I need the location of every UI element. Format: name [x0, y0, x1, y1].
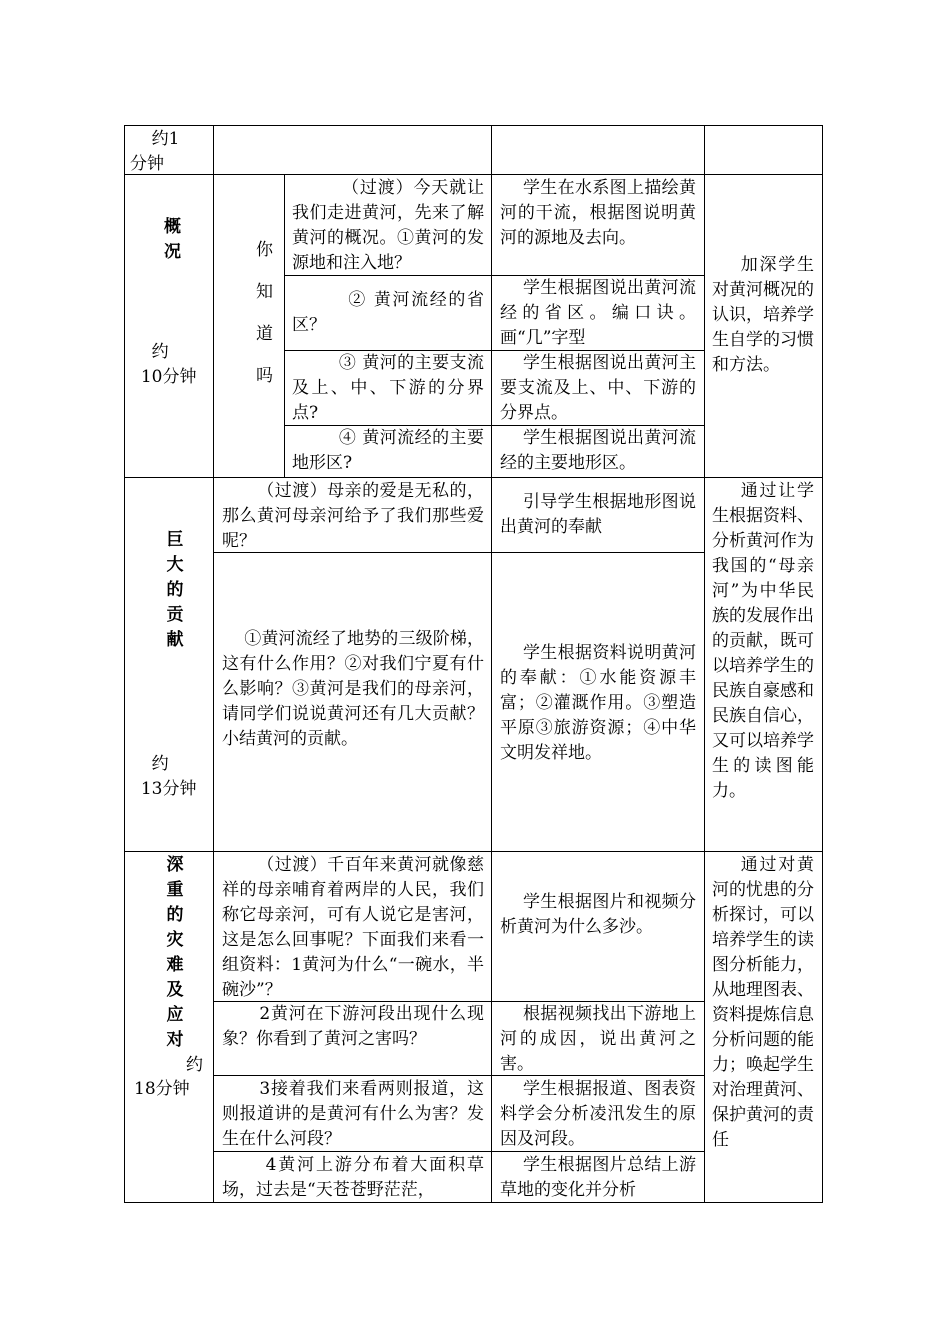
heading-char: 重 [166, 880, 184, 900]
disaster-time-label: 约 [186, 1055, 203, 1075]
disaster-time: 18分钟 [134, 1079, 190, 1099]
heading-char: 灾 [166, 930, 184, 950]
contribution-heading [163, 528, 187, 653]
disaster-teacher-4: 4黄河上游分布着大面积草场，过去是“天苍苍野茫茫， [222, 1155, 484, 1200]
row-divider [124, 477, 823, 478]
contribution-teacher-2: ①黄河流经了地势的三级阶梯，这有什么作用？②对我们宁夏有什么影响？③黄河是我们的母亲河，请同学们说说黄河还有几大贡献？小结黄河的贡献。 [222, 629, 485, 749]
disaster-teacher-3: 3接着我们来看两则报道，这则报道讲的是黄河有什么为害？发生在什么河段？ [222, 1079, 484, 1149]
disaster-student-4: 学生根据图片总结上游草地的变化并分析 [500, 1155, 696, 1200]
heading-char: 巨 [166, 530, 184, 550]
overview-teacher-1: （过渡）今天就让我们走进黄河，先来了解黄河的概况。①黄河的发源地和注入地？ [292, 178, 485, 273]
overview-student-2: 学生根据图说出黄河流经的省区。编口诀。画“几”字型 [500, 278, 696, 348]
contribution-teacher-1: （过渡）母亲的爱是无私的，那么黄河母亲河给予了我们那些爱呢？ [222, 481, 484, 551]
row-divider [124, 174, 823, 175]
heading-char: 对 [166, 1030, 184, 1050]
overview-teacher-3: ③ 黄河的主要支流及上、中、下游的分界点? [292, 353, 485, 423]
intro-time: 约1 分钟 [130, 129, 180, 174]
overview-teacher-4: ④ 黄河流经的主要地形区? [292, 428, 485, 473]
contribution-purpose: 通过让学生根据资料、分析黄河作为我国的“母亲河”为中华民族的发展作出的贡献，既可以培养学生的民族自豪感和民族自信心，又可以培养学生的读图能力。 [712, 481, 814, 801]
overview-heading: 概 况 [164, 217, 181, 262]
disaster-teacher-1: （过渡）千百年来黄河就像慈祥的母亲哺育着两岸的人民，我们称它母亲河，可有人说它是害河，这是怎么回事呢？下面我们来看一组资料：1黄河为什么“一碗水，半碗沙”？ [222, 855, 484, 1000]
overview-student-3: 学生根据图说出黄河主要支流及上、中、下游的分界点。 [500, 353, 696, 423]
column-divider [284, 174, 285, 478]
contribution-time: 约 13分钟 [140, 754, 197, 799]
heading-char: 献 [166, 630, 184, 650]
disaster-student-1: 学生根据图片和视频分析黄河为什么多沙。 [500, 892, 696, 937]
column-divider [491, 125, 492, 1203]
overview-student-4: 学生根据图说出黄河流经的主要地形区。 [500, 428, 696, 473]
overview-time: 约 10分钟 [140, 342, 197, 387]
overview-question-group: 你 知 道 吗 [256, 240, 273, 386]
row-divider [124, 851, 823, 852]
disaster-teacher-2: 2黄河在下游河段出现什么现象？你看到了黄河之害吗？ [222, 1004, 484, 1049]
disaster-student-3: 学生根据报道、图表资料学会分析凌汛发生的原因及河段。 [500, 1079, 696, 1149]
heading-char: 深 [166, 855, 184, 875]
heading-char: 的 [166, 580, 184, 600]
heading-char: 的 [166, 905, 184, 925]
heading-char: 贡 [166, 605, 184, 625]
overview-teacher-2: ② 黄河流经的省区？ [292, 290, 485, 335]
disaster-heading [163, 853, 187, 1053]
overview-purpose: 加深学生对黄河概况的认识，培养学生自学的习惯和方法。 [712, 255, 814, 375]
heading-char: 及 [166, 980, 184, 1000]
heading-char: 应 [166, 1005, 184, 1025]
heading-char: 大 [166, 555, 184, 575]
disaster-student-2: 根据视频找出下游地上河的成因，说出黄河之害。 [500, 1004, 696, 1074]
disaster-purpose: 通过对黄河的忧患的分析探讨，可以培养学生的读图分析能力，从地理图表、资料提炼信息分析问题的能力；唤起学生对治理黄河、保护黄河的责任 [712, 855, 814, 1150]
column-divider [704, 125, 705, 1203]
heading-char: 难 [166, 955, 184, 975]
contribution-student-2: 学生根据资料说明黄河的奉献：①水能资源丰富；②灌溉作用。③塑造平原③旅游资源；④中华文明发祥地。 [500, 643, 696, 763]
overview-student-1: 学生在水系图上描绘黄河的干流，根据图说明黄河的源地及去向。 [500, 178, 696, 248]
table-border-left [124, 125, 125, 1203]
table-border-top [124, 125, 823, 126]
contribution-student-1: 引导学生根据地形图说出黄河的奉献 [500, 492, 696, 537]
column-divider [213, 125, 214, 1203]
table-border-right [822, 125, 823, 1203]
